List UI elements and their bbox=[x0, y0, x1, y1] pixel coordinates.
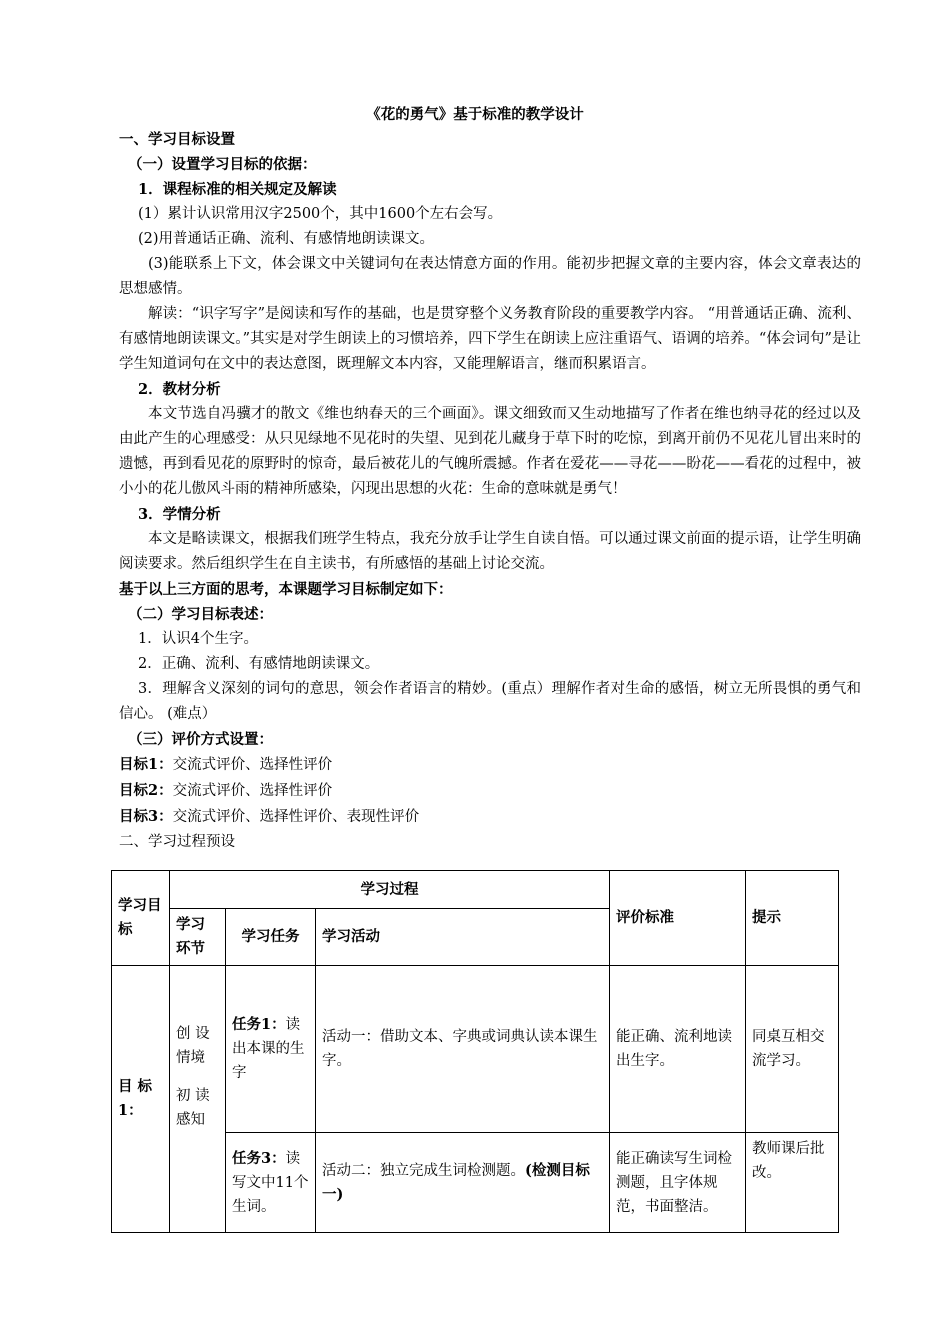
evaluation-1: 目标1：交流式评价、选择性评价 bbox=[119, 756, 333, 773]
section-1-1-1-heading: 1．课程标准的相关规定及解读 bbox=[138, 181, 337, 198]
task-2-cell: 任务3：读写文中11个生词。 bbox=[226, 1133, 316, 1233]
section-1-1-2-heading: 2．教材分析 bbox=[138, 381, 221, 398]
header-eval: 评价标准 bbox=[610, 871, 746, 966]
eval-1-cell: 能正确、流利地读出生字。 bbox=[610, 966, 746, 1133]
section-1-1-heading: （一）设置学习目标的依据： bbox=[128, 156, 317, 173]
activity-2-cell: 活动二：独立完成生词检测题。(检测目标一) bbox=[316, 1133, 610, 1233]
interpretation-paragraph: 解读：“识字写字”是阅读和写作的基础，也是贯穿整个义务教育阶段的重要教学内容。 “用普通话正确、流利、有感情地朗读课文。”其实是对学生朗读上的习惯培养，四下学生在朗读上应注重语气、语调的培养。“体会词句”是让学生知道词句在文中的表达意图，既理解文本内容，又能理解语言，继而积累语言。 bbox=[119, 306, 861, 372]
activity-1-cell: 活动一：借助文本、字典或词典认读本课生字。 bbox=[316, 966, 610, 1133]
standard-3: (3)能联系上下文，体会课文中关键词句在表达情意方面的作用。能初步把握文章的主要内容，体会文章表达的思想感情。 bbox=[119, 256, 861, 297]
header-goal: 学习目标 bbox=[112, 871, 170, 966]
evaluation-3: 目标3：交流式评价、选择性评价、表现性评价 bbox=[119, 808, 420, 825]
standard-2: (2)用普通话正确、流利、有感情地朗读课文。 bbox=[138, 231, 435, 247]
section-1-heading: 一、学习目标设置 bbox=[119, 131, 235, 148]
stage-a: 创 设情境 bbox=[176, 1026, 210, 1066]
header-task: 学习任务 bbox=[226, 909, 316, 966]
document-title: 《花的勇气》基于标准的教学设计 bbox=[366, 106, 584, 123]
header-tip: 提示 bbox=[746, 871, 839, 966]
section-2-heading: 二、学习过程预设 bbox=[119, 834, 235, 850]
textbook-analysis-paragraph: 本文节选自冯骥才的散文《维也纳春天的三个画面》。课文细致而又生动地描写了作者在维也纳寻花的经过以及由此产生的心理感受：从只见绿地不见花时的失望、见到花儿藏身于草下时的吃惊，到离开前仍不见花儿冒出来时的遗憾，再到看见花的原野时的惊奇，最后被花儿的气魄所震撼。作者在爱花——寻花——盼花——看花的过程中，被小小的花儿傲风斗雨的精神所感染，闪现出思想的火花：生命的意味就是勇气！ bbox=[119, 406, 861, 497]
stage-b: 初 读感知 bbox=[176, 1088, 210, 1128]
section-1-1-3-heading: 3．学情分析 bbox=[138, 506, 221, 523]
task-1-cell: 任务1：读出本课的生字 bbox=[226, 966, 316, 1133]
header-stage: 学习环节 bbox=[170, 909, 226, 966]
conclusion-line: 基于以上三方面的思考，本课题学习目标制定如下： bbox=[119, 581, 453, 598]
student-analysis-paragraph: 本文是略读课文，根据我们班学生特点，我充分放手让学生自读自悟。可以通过课文前面的提示语，让学生明确阅读要求。然后组织学生在自主读书，有所感悟的基础上讨论交流。 bbox=[119, 531, 861, 572]
document-body bbox=[119, 127, 861, 855]
stage-cell bbox=[170, 966, 226, 1233]
section-1-2-heading: （二）学习目标表述： bbox=[128, 606, 273, 623]
goal-2: 2．正确、流利、有感情地朗读课文。 bbox=[138, 656, 380, 672]
eval-2-cell: 能正确读写生词检测题，且字体规范，书面整洁。 bbox=[610, 1133, 746, 1233]
evaluation-2: 目标2：交流式评价、选择性评价 bbox=[119, 782, 333, 799]
goal-3: 3．理解含义深刻的词句的意思，领会作者语言的精妙。(重点）理解作者对生命的感悟，树立无所畏惧的勇气和信心。 (难点） bbox=[119, 681, 861, 722]
goal-1: 1．认识4个生字。 bbox=[138, 631, 258, 647]
section-1-3-heading: （三）评价方式设置： bbox=[128, 731, 273, 748]
row-goal-cell: 目 标1： bbox=[112, 966, 170, 1233]
header-process: 学习过程 bbox=[170, 871, 610, 909]
standard-1: (1）累计认识常用汉字2500个，其中1600个左右会写。 bbox=[138, 206, 503, 222]
tip-1-cell: 同桌互相交流学习。 bbox=[746, 966, 839, 1133]
header-activity: 学习活动 bbox=[316, 909, 610, 966]
tip-2-cell: 教师课后批改。 bbox=[746, 1133, 839, 1233]
learning-process-table bbox=[111, 870, 839, 1233]
